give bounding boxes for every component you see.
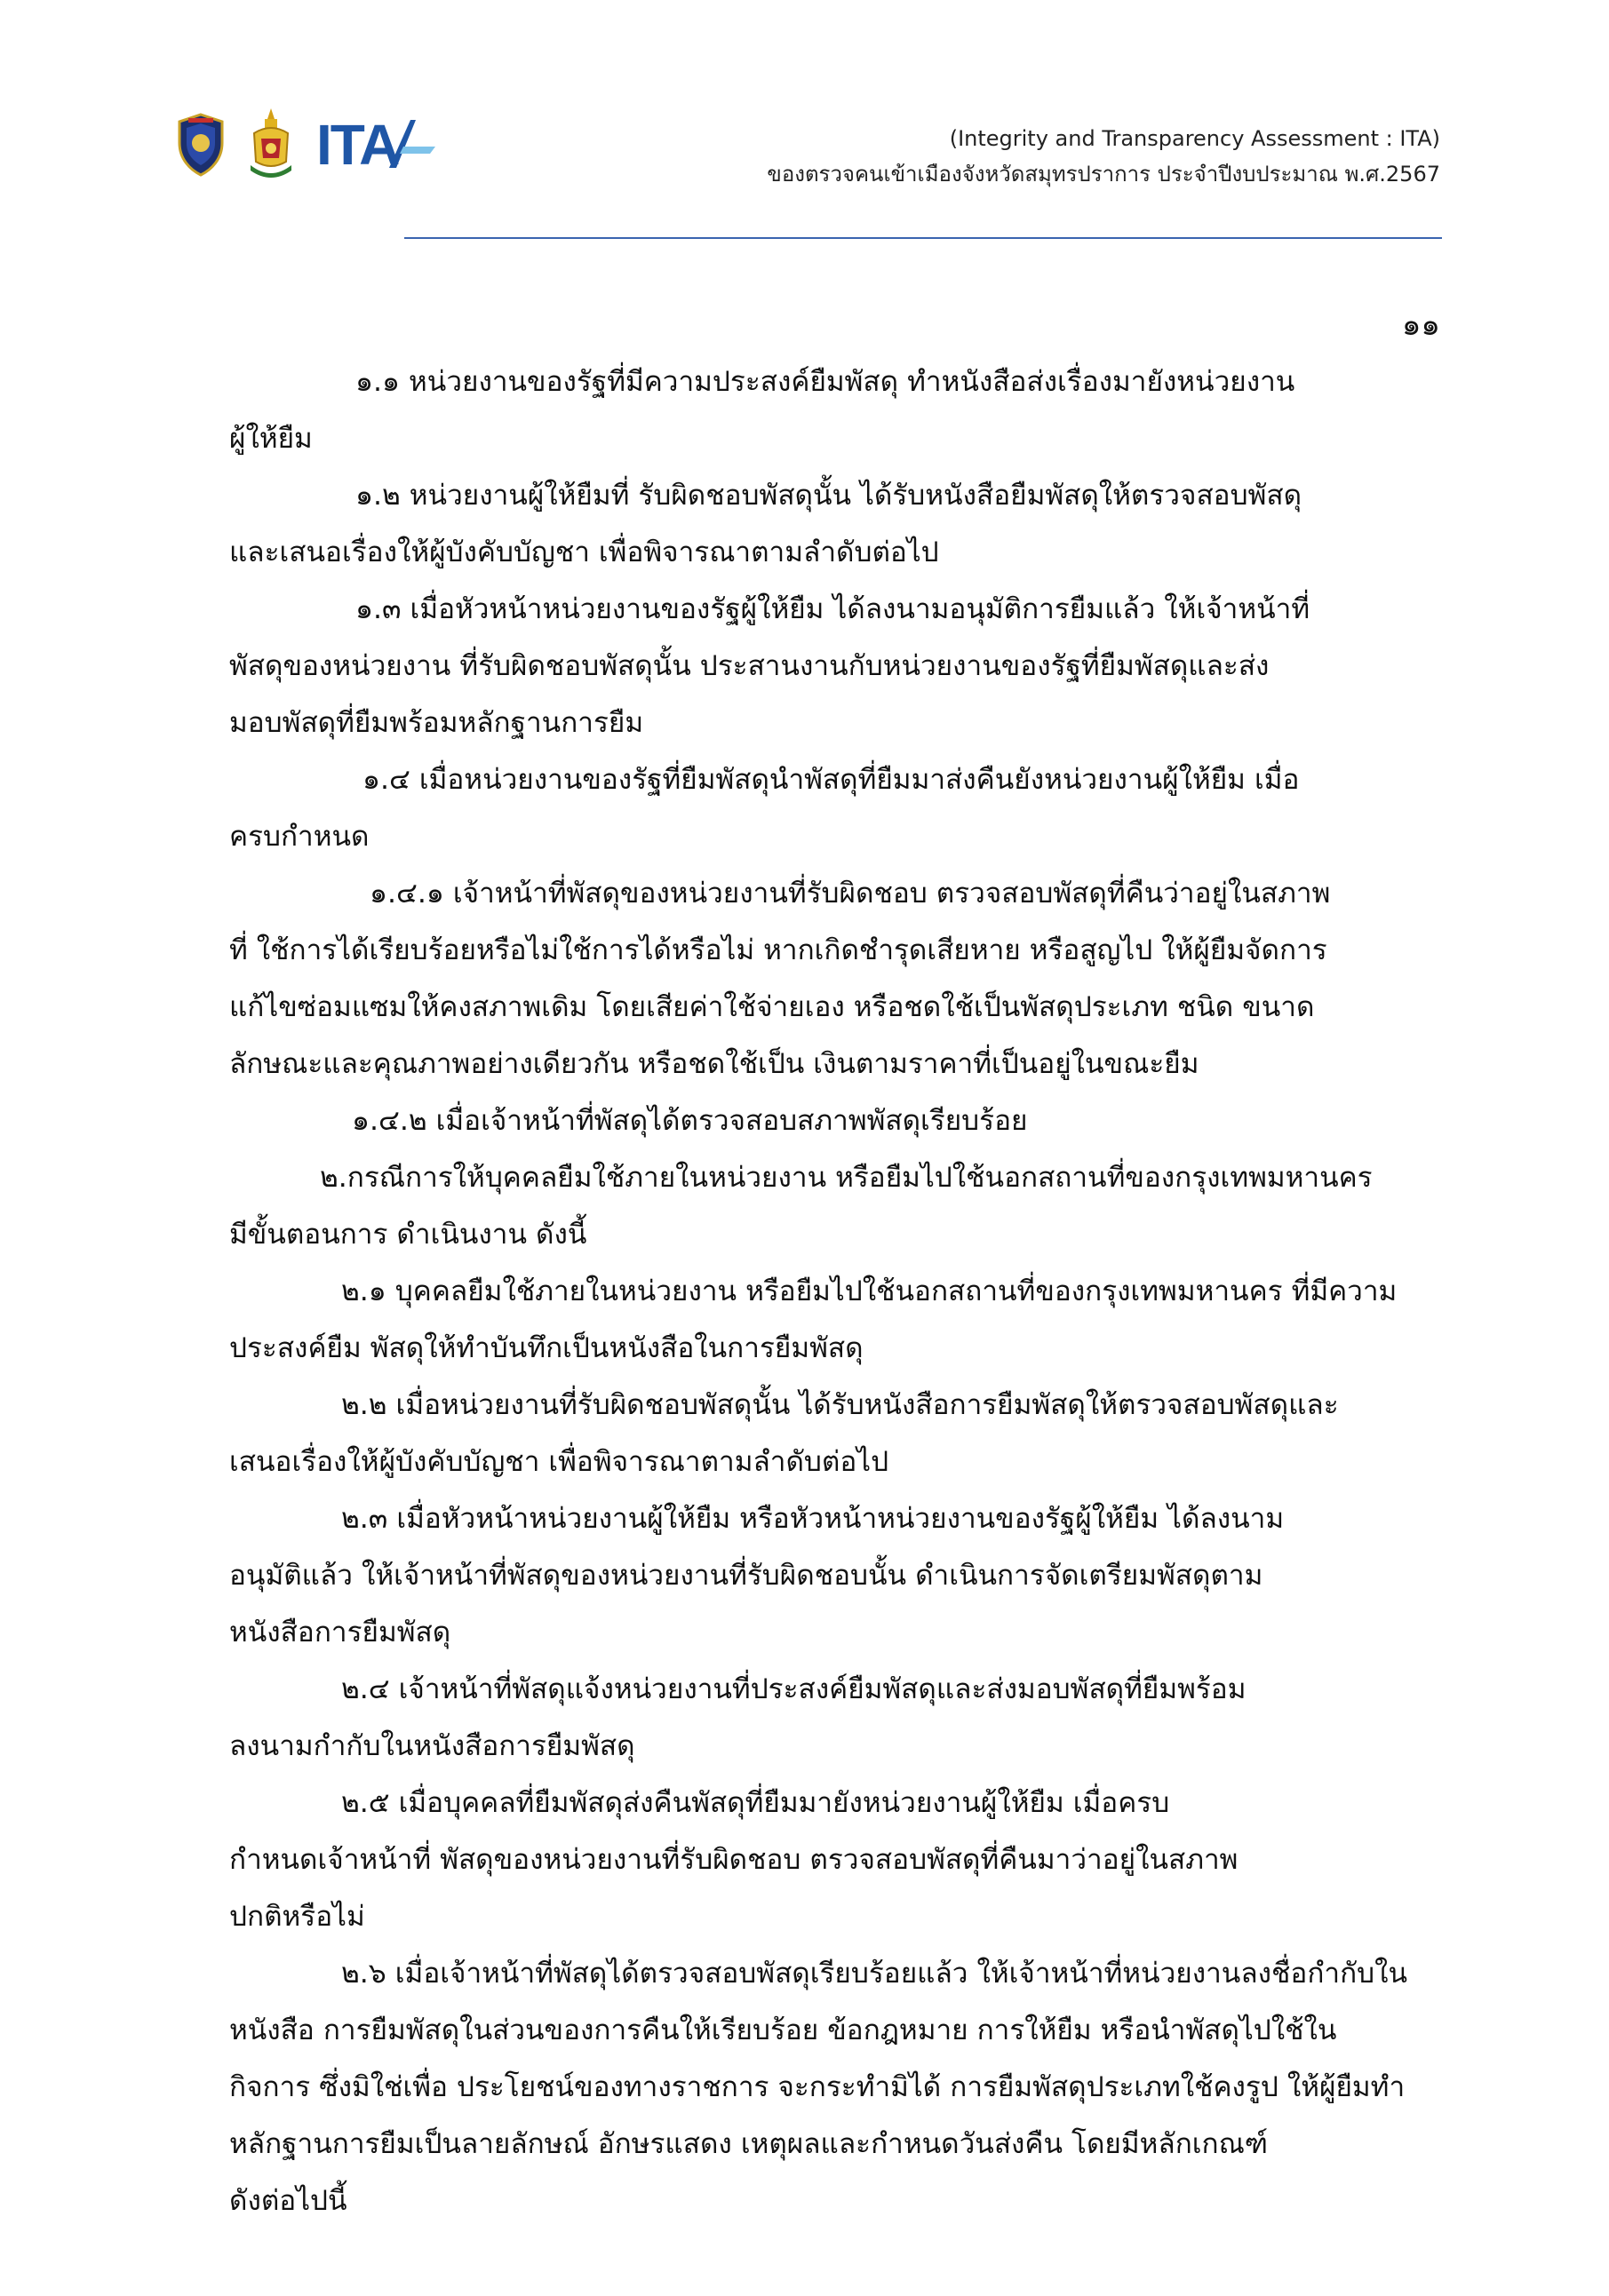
paragraph-line: ที่ ใช้การได้เรียบร้อยหรือไม่ใช้การได้หรือไม่ หากเกิดชำรุดเสียหาย หรือสูญไป ให้ผู้ยืมจัดการ bbox=[229, 934, 1327, 966]
header-divider bbox=[404, 237, 1442, 239]
header-line-1: (Integrity and Transparency Assessment : ITA) bbox=[949, 126, 1440, 151]
document-header bbox=[767, 121, 1440, 192]
paragraph-line: ลงนามกำกับในหนังสือการยืมพัสดุ bbox=[229, 1730, 635, 1762]
ita-logo-text: ITA bbox=[316, 113, 399, 177]
paragraph-line: เสนอเรื่องให้ผู้บังคับบัญชา เพื่อพิจารณาตามลำดับต่อไป bbox=[229, 1446, 889, 1478]
immigration-shield-logo bbox=[176, 113, 226, 177]
paragraph-line: ๑.๑ หน่วยงานของรัฐที่มีความประสงค์ยืมพัสดุ ทำหนังสือส่งเรื่องมายังหน่วยงาน bbox=[355, 366, 1295, 398]
paragraph-line: หนังสือ การยืมพัสดุในส่วนของการคืนให้เรียบร้อย ข้อกฎหมาย การให้ยืม หรือนำพัสดุไปใช้ใน bbox=[229, 2014, 1337, 2046]
paragraph-line: ลักษณะและคุณภาพอย่างเดียวกัน หรือชดใช้เป็น เงินตามราคาที่เป็นอยู่ในขณะยืม bbox=[229, 1048, 1199, 1080]
paragraph-line: และเสนอเรื่องให้ผู้บังคับบัญชา เพื่อพิจารณาตามลำดับต่อไป bbox=[229, 536, 939, 568]
paragraph-line: ๒.๕ เมื่อบุคคลที่ยืมพัสดุส่งคืนพัสดุที่ยืมมายังหน่วยงานผู้ให้ยืม เมื่อครบ bbox=[341, 1787, 1170, 1819]
paragraph-line: ๑.๒ หน่วยงานผู้ให้ยืมที่ รับผิดชอบพัสดุนั้น ได้รับหนังสือยืมพัสดุให้ตรวจสอบพัสดุ bbox=[355, 480, 1302, 512]
paragraph-line: มอบพัสดุที่ยืมพร้อมหลักฐานการยืม bbox=[229, 707, 644, 739]
paragraph-line: ๒.๖ เมื่อเจ้าหน้าที่พัสดุได้ตรวจสอบพัสดุเรียบร้อยแล้ว ให้เจ้าหน้าที่หน่วยงานลงชื่อกำกับใน bbox=[341, 1958, 1408, 1990]
royal-emblem-logo bbox=[245, 107, 297, 183]
header-logos bbox=[176, 105, 398, 185]
paragraph-line: ๒.กรณีการให้บุคคลยืมใช้ภายในหน่วยงาน หรือยืมไปใช้นอกสถานที่ของกรุงเทพมหานคร bbox=[320, 1162, 1373, 1194]
paragraph-line: ๒.๓ เมื่อหัวหน้าหน่วยงานผู้ให้ยืม หรือหัวหน้าหน่วยงานของรัฐผู้ให้ยืม ได้ลงนาม bbox=[341, 1503, 1285, 1535]
paragraph-line: ประสงค์ยืม พัสดุให้ทำบันทึกเป็นหนังสือในการยืมพัสดุ bbox=[229, 1332, 864, 1364]
paragraph-line: ๑.๔.๑ เจ้าหน้าที่พัสดุของหน่วยงานที่รับผิดชอบ ตรวจสอบพัสดุที่คืนว่าอยู่ในสภาพ bbox=[370, 878, 1331, 910]
paragraph-line: ครบกำหนด bbox=[229, 821, 370, 853]
paragraph-line: ๑.๓ เมื่อหัวหน้าหน่วยงานของรัฐผู้ให้ยืม ได้ลงนามอนุมัติการยืมแล้ว ให้เจ้าหน้าที่ bbox=[355, 593, 1310, 625]
paragraph-line: ๑.๔.๒ เมื่อเจ้าหน้าที่พัสดุได้ตรวจสอบสภาพพัสดุเรียบร้อย bbox=[352, 1105, 1028, 1137]
paragraph-line: ดังต่อไปนี้ bbox=[229, 2185, 347, 2217]
paragraph-line: กิจการ ซึ่งมิใช่เพื่อ ประโยชน์ของทางราชการ จะกระทำมิได้ การยืมพัสดุประเภทใช้คงรูป ให้ผู้ยืมทำ bbox=[229, 2071, 1406, 2103]
paragraph-line: ๒.๔ เจ้าหน้าที่พัสดุแจ้งหน่วยงานที่ประสงค์ยืมพัสดุและส่งมอบพัสดุที่ยืมพร้อม bbox=[341, 1673, 1247, 1705]
paragraph-line: หลักฐานการยืมเป็นลายลักษณ์ อักษรแสดง เหตุผลและกำหนดวันส่งคืน โดยมีหลักเกณฑ์ bbox=[229, 2128, 1268, 2160]
paragraph-line: ๒.๒ เมื่อหน่วยงานที่รับผิดชอบพัสดุนั้น ได้รับหนังสือการยืมพัสดุให้ตรวจสอบพัสดุและ bbox=[341, 1389, 1339, 1421]
paragraph-line: อนุมัติแล้ว ให้เจ้าหน้าที่พัสดุของหน่วยงานที่รับผิดชอบนั้น ดำเนินการจัดเตรียมพัสดุตาม bbox=[229, 1560, 1263, 1592]
paragraph-line: มีขั้นตอนการ ดำเนินงาน ดังนี้ bbox=[229, 1219, 587, 1251]
paragraph-line: หนังสือการยืมพัสดุ bbox=[229, 1617, 451, 1649]
paragraph-line: ๒.๑ บุคคลยืมใช้ภายในหน่วยงาน หรือยืมไปใช้นอกสถานที่ของกรุงเทพมหานคร ที่มีความ bbox=[341, 1275, 1398, 1307]
document-body bbox=[229, 354, 1457, 2229]
paragraph-line: พัสดุของหน่วยงาน ที่รับผิดชอบพัสดุนั้น ประสานงานกับหน่วยงานของรัฐที่ยืมพัสดุและส่ง bbox=[229, 650, 1270, 682]
ita-logo bbox=[316, 113, 399, 177]
paragraph-line: ปกติหรือไม่ bbox=[229, 1901, 365, 1933]
paragraph-line: แก้ไขซ่อมแซมให้คงสภาพเดิม โดยเสียค่าใช้จ่ายเอง หรือชดใช้เป็นพัสดุประเภท ชนิด ขนาด bbox=[229, 991, 1315, 1023]
ita-swoosh-icon bbox=[386, 111, 439, 173]
paragraph-line: ผู้ให้ยืม bbox=[229, 423, 313, 455]
paragraph-line: กำหนดเจ้าหน้าที่ พัสดุของหน่วยงานที่รับผิดชอบ ตรวจสอบพัสดุที่คืนมาว่าอยู่ในสภาพ bbox=[229, 1844, 1239, 1876]
paragraph-line: ๑.๔ เมื่อหน่วยงานของรัฐที่ยืมพัสดุนำพัสดุที่ยืมมาส่งคืนยังหน่วยงานผู้ให้ยืม เมื่อ bbox=[362, 764, 1300, 796]
header-line-2: ของตรวจคนเข้าเมืองจังหวัดสมุทรปราการ ประจำปีงบประมาณ พ.ศ.2567 bbox=[767, 162, 1440, 187]
page-number: ๑๑ bbox=[1401, 307, 1440, 343]
